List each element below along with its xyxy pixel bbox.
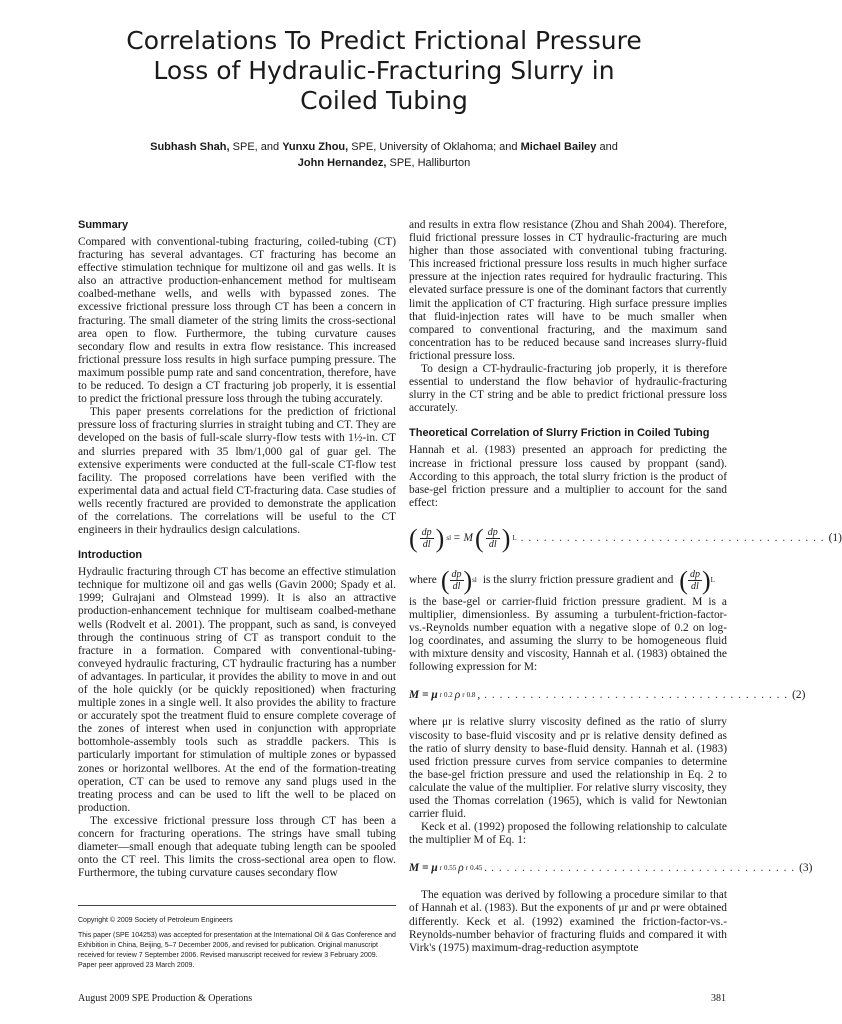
summary-paragraph-2: This paper presents correlations for the prediction of frictional pressure loss of fracturing slurries in straight tubing and CT. They are developed on the basis of full-scale slurry-flow tests with 1½-in. CT and slurries prepared with 35 lbm/1,000 gal of guar gel. The extensive experiments were conducted at the full-scale CT-flow test facility. The proposed correlations have been verified with the experimental data and actual field CT-fracturing data. Case studies of wells recently fractured are provided to demonstrate the application of the correlations. The correlations will be useful to the CT engineers in their hydraulics design calculations. [78,406,396,537]
equation-1 [409,520,842,558]
where-line: where ( $\frac{dp}{dl}$ ) sl is the slurry friction pressure gradient and ( $\frac{dp}{dl}$ ) L [409,565,715,595]
author-affiliation: SPE, Halliburton [386,157,471,169]
right-paragraph-6: Keck et al. (1992) proposed the following relationship to calculate the multiplier M of Eq. 1: [409,821,727,847]
equation-2: M = μ r 0.2 ρ r 0.8 , . . . . . . . . . . . . . . . . . . . . . . . . . . . . . . . . . . . . . . . . (2) [409,688,806,701]
title-line-3: Coiled Tubing [300,86,468,115]
right-paragraph-2: To design a CT-hydraulic-fracturing job properly, it is therefore essential to understand the flow behavior of hydraulic-fracturing slurry in the CT string and be able to predict frictional pressure loss accurately. [409,363,727,415]
author-list [40,139,728,171]
intro-paragraph-2: The excessive frictional pressure loss through CT has been a concern for fracturing operations. The strings have small tubing diameter—small enough that adequate tubing length can be spooled onto the CT reel. This limits the cross-sectional area open to flow. Furthermore, the tubing curvature causes secondary flow [78,814,396,880]
author-line-2 [40,155,728,171]
intro-paragraph-1: Hydraulic fracturing through CT has become an effective stimulation technique for multizone oil and gas wells (Gavin 2000; Spady et al. 1999; Gulrajani and Olmstead 1999). It is also an attractive production-enhancement technique for multiseam coalbed-methane wells (Rodvelt et al. 2001). The proppant, such as sand, is conveyed through the continuous string of CT as transport conduit to the fracture in a formation. Compared with conventional-tubing-conveyed hydraulic fracturing, CT hydraulic fracturing has a number of advantages. In particular, it provides the ability to move in and out of the hole quickly (or be quickly repositioned) when fracturing multiple zones in a single well. It also provides the ability to fracture or accurately spot the treatment fluid to ensure complete coverage of the zones of interest when used in conjunction with appropriate bottomhole-assembly tools such as straddle packers. This is particularly important for stimulation of multiple zones or bypassed zones or horizontal wellbores. At the end of the formation-treating operation, CT can be used to remove any sand plugs used in the treating process and can be used to lift the well to be placed on production. [78,566,396,814]
introduction-heading: Introduction [78,549,143,562]
theory-heading: Theoretical Correlation of Slurry Friction in Coiled Tubing [409,427,710,440]
right-paragraph-1: and results in extra flow resistance (Zhou and Shah 2004). Therefore, fluid frictional pressure losses in CT hydraulic-fracturing are much higher than those associated with conventional tubing fracturing. This increased frictional pressure loss results in much higher surface pressure at the injection rates required for hydraulic fracturing. This elevated surface pressure is one of the dominant factors that currently limit the application of CT fracturing. High surface pressure implies that fluid-injection rates will have to be much smaller when compared to conventional fracturing, and the maximum sand concentration has to be reduced because sand increases slurry-fluid frictional pressure loss. [409,219,727,362]
paper-title [40,26,728,116]
equation-number: (1) [828,532,842,545]
title-line-1: Correlations To Predict Frictional Pressure [126,26,642,55]
leader-dots: . . . . . . . . . . . . . . . . . . . . . . . . . . . . . . . . . . . . . . . . [484,688,789,701]
fraction: $\frac{dp}{dl}$ [421,527,432,551]
author-name: Michael Bailey [520,141,597,153]
equation-number: (3) [799,861,813,874]
right-paragraph-5: where μr is relative slurry viscosity defined as the ratio of slurry viscosity to base-fluid viscosity and ρr is relative density defined as the ratio of slurry density to base-fluid density. Hannah et al. (1983) used friction pressure curves from service companies to determine the base-gel friction pressure and used the relationship in Eq. 2 to calculate the value of the multiplier. For relative slurry viscosity, they used the Thomas correlation (1965), which is valid for Newtonian carrier fluid. [409,716,727,821]
author-name: Subhash Shah, [150,141,230,153]
author-name: Yunxu Zhou, [282,141,349,153]
copyright-line: Copyright © 2009 Society of Petroleum Engineers [78,917,233,924]
right-paragraph-7: The equation was derived by following a procedure similar to that of Hannah et al. (1983). But the exponents of μr and ρr were obtained differently. Keck et al. (1992) examined the friction-factor-vs.-Reynolds-number behavior of fracturing fluids and compared it with Virk's (1975) maximum-drag-reduction asymptote [409,889,727,954]
footer-journal: August 2009 SPE Production & Operations [78,993,253,1004]
equation-1-expression: ( $\frac{dp}{dl}$ ) sl = M ( $\frac{dp}{dl}$ ) L [409,523,517,553]
leader-dots: . . . . . . . . . . . . . . . . . . . . . . . . . . . . . . . . . . . . . . . . [491,861,796,874]
leader-dots: . . . . . . . . . . . . . . . . . . . . . . . . . . . . . . . . . . . . . . . . [520,532,825,545]
author-name: John Hernandez, [297,157,387,169]
left-column [78,219,396,880]
author-line-1 [40,139,728,155]
title-line-2: Loss of Hydraulic-Fracturing Slurry in [153,56,615,85]
right-column [409,219,842,955]
footer-page-number: 381 [711,993,726,1004]
author-affiliation: SPE, University of Oklahoma; and [348,141,521,153]
publication-note: This paper (SPE 104253) was accepted for presentation at the International Oil & Gas Conference and Exhibition in China, Beijing, 5–7 December 2006, and revised for publication. Original manuscript received for review 7 September 2006. Revised manuscript received for review 3 February 2009. Paper peer approved 23 March 2009. [78,932,396,969]
summary-heading: Summary [78,219,129,231]
right-paragraph-4: is the base-gel or carrier-fluid friction pressure gradient. M is a multiplier, dimensionless. By assuming a turbulent-friction-factor-vs.-Reynolds number equation with a negative slope of 0.2 on log-log coordinates, and assuming the slurry to be homogeneous fluid with mixture density and viscosity, Hannah et al. (1983) obtained the following expression for M: [409,595,727,674]
copyright-block [78,905,396,976]
author-affiliation: and [596,141,618,153]
equation-3: M = μ r 0.55 ρ r 0.45 . . . . . . . . . . . . . . . . . . . . . . . . . . . . . . . . . . . . . . . . . (3) [409,861,813,874]
summary-paragraph-1: Compared with conventional-tubing fracturing, coiled-tubing (CT) fracturing has several advantages. CT fracturing has become an effective stimulation technique for multizone oil and gas wells. It is also an attractive production-enhancement method for multiseam coalbed-methane wells, and wells with bypassed zones. The excessive frictional pressure loss through CT has been a concern in fracturing. The small diameter of the string limits the cross-sectional area open to flow. Furthermore, the tubing curvature causes secondary flow and results in extra flow resistance. This increased frictional pressure loss results in high surface pumping pressure. The maximum possible pump rate and sand concentration, therefore, have to be reduced. To design a CT fracturing job properly, it is essential to predict the frictional pressure loss through the tubing accurately. [78,236,396,406]
fraction: $\frac{dp}{dl}$ [487,527,498,551]
author-affiliation: SPE, and [229,141,283,153]
equation-number: (2) [792,688,806,701]
right-paragraph-3: Hannah et al. (1983) presented an approach for predicting the increase in frictional pressure loss caused by proppant (sand). According to this approach, the total slurry friction is the product of base-gel friction pressure and a multiplier to account for the sand effect: [409,444,727,509]
